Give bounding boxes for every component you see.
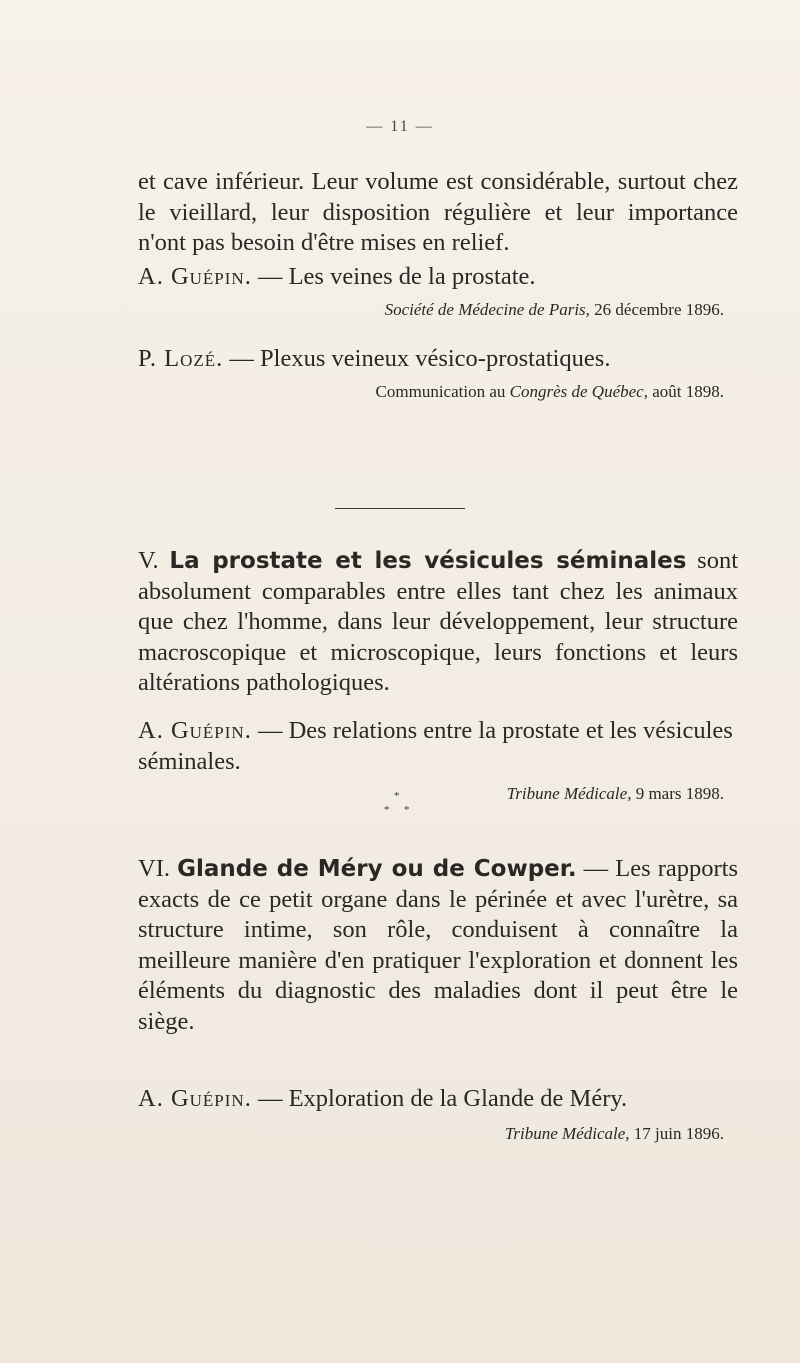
asterism-star: * (394, 790, 400, 802)
reference-author: A. Guépin. (138, 1085, 252, 1112)
citation-date: 9 mars 1898. (631, 784, 724, 803)
intro-paragraph: et cave inférieur. Leur volume est considérable, surtout chez le vieillard, leur disposition régulière et leur importance n'ont pas besoin d'être mises en relief. (138, 168, 738, 256)
reference-guepin-exploration (138, 1084, 738, 1145)
reference-line (138, 716, 738, 777)
section-v-text: sont absolument comparables entre elles tant chez les animaux que chez l'homme, dans leur développement, leur structure macroscopique et microscopique, leurs fonctions et leurs altérations pathologiques. (138, 547, 738, 696)
section-divider (335, 508, 465, 509)
reference-guepin-veines (138, 262, 738, 321)
section-vi-text: — Les rapports exacts de ce petit organe dans le périnée et avec l'urètre, sa structure intime, son rôle, conduisent à connaître la meilleure manière d'en pratiquer l'exploration et donnent les éléments du diagnostic des maladies dont il peut être le siège. (138, 855, 738, 1035)
reference-title: — Des relations entre la prostate et les vésicules séminales. (138, 717, 733, 775)
asterism-separator (370, 790, 430, 820)
section-vi-heading: Glande de Méry ou de Cowper. (177, 856, 577, 882)
reference-guepin-relations (138, 716, 738, 805)
citation-source: Société de Médecine de Paris, (384, 299, 590, 319)
section-v (138, 546, 738, 699)
reference-title: — Plexus veineux vésico-prostatiques. (229, 345, 611, 372)
reference-author: A. Guépin. (138, 263, 252, 290)
section-v-number: V. (138, 547, 159, 574)
citation-date: 17 juin 1896. (629, 1123, 724, 1143)
citation-date: août 1898. (647, 381, 724, 401)
reference-citation (138, 299, 738, 321)
reference-line (138, 1084, 738, 1115)
reference-loze-plexus (138, 344, 738, 403)
citation-source: Tribune Médicale, (504, 1123, 630, 1143)
citation-source: Congrès de Québec, (509, 381, 648, 401)
asterism-star: * (404, 804, 410, 816)
citation-date: 26 décembre 1896. (589, 299, 724, 319)
reference-line (138, 262, 738, 293)
reference-author: A. Guépin. (138, 717, 252, 744)
page-number: — 11 — (366, 118, 434, 135)
section-vi-number: VI. (138, 855, 170, 882)
reference-line (138, 344, 738, 375)
citation-prefix: Communication au (375, 381, 510, 401)
reference-citation (138, 1123, 738, 1145)
section-vi (138, 854, 738, 1037)
reference-title: — Exploration de la Glande de Méry. (257, 1085, 628, 1112)
section-v-paragraph (138, 546, 738, 699)
section-vi-paragraph (138, 854, 738, 1037)
citation-source: Tribune Médicale, (506, 784, 632, 803)
reference-citation (138, 381, 738, 403)
asterism-star: * (384, 804, 390, 816)
intro-block (138, 167, 738, 259)
reference-citation (138, 783, 738, 805)
reference-author: P. Lozé. (138, 345, 224, 372)
section-v-heading: La prostate et les vésicules séminales (169, 548, 687, 574)
reference-title: — Les veines de la prostate. (257, 263, 536, 290)
